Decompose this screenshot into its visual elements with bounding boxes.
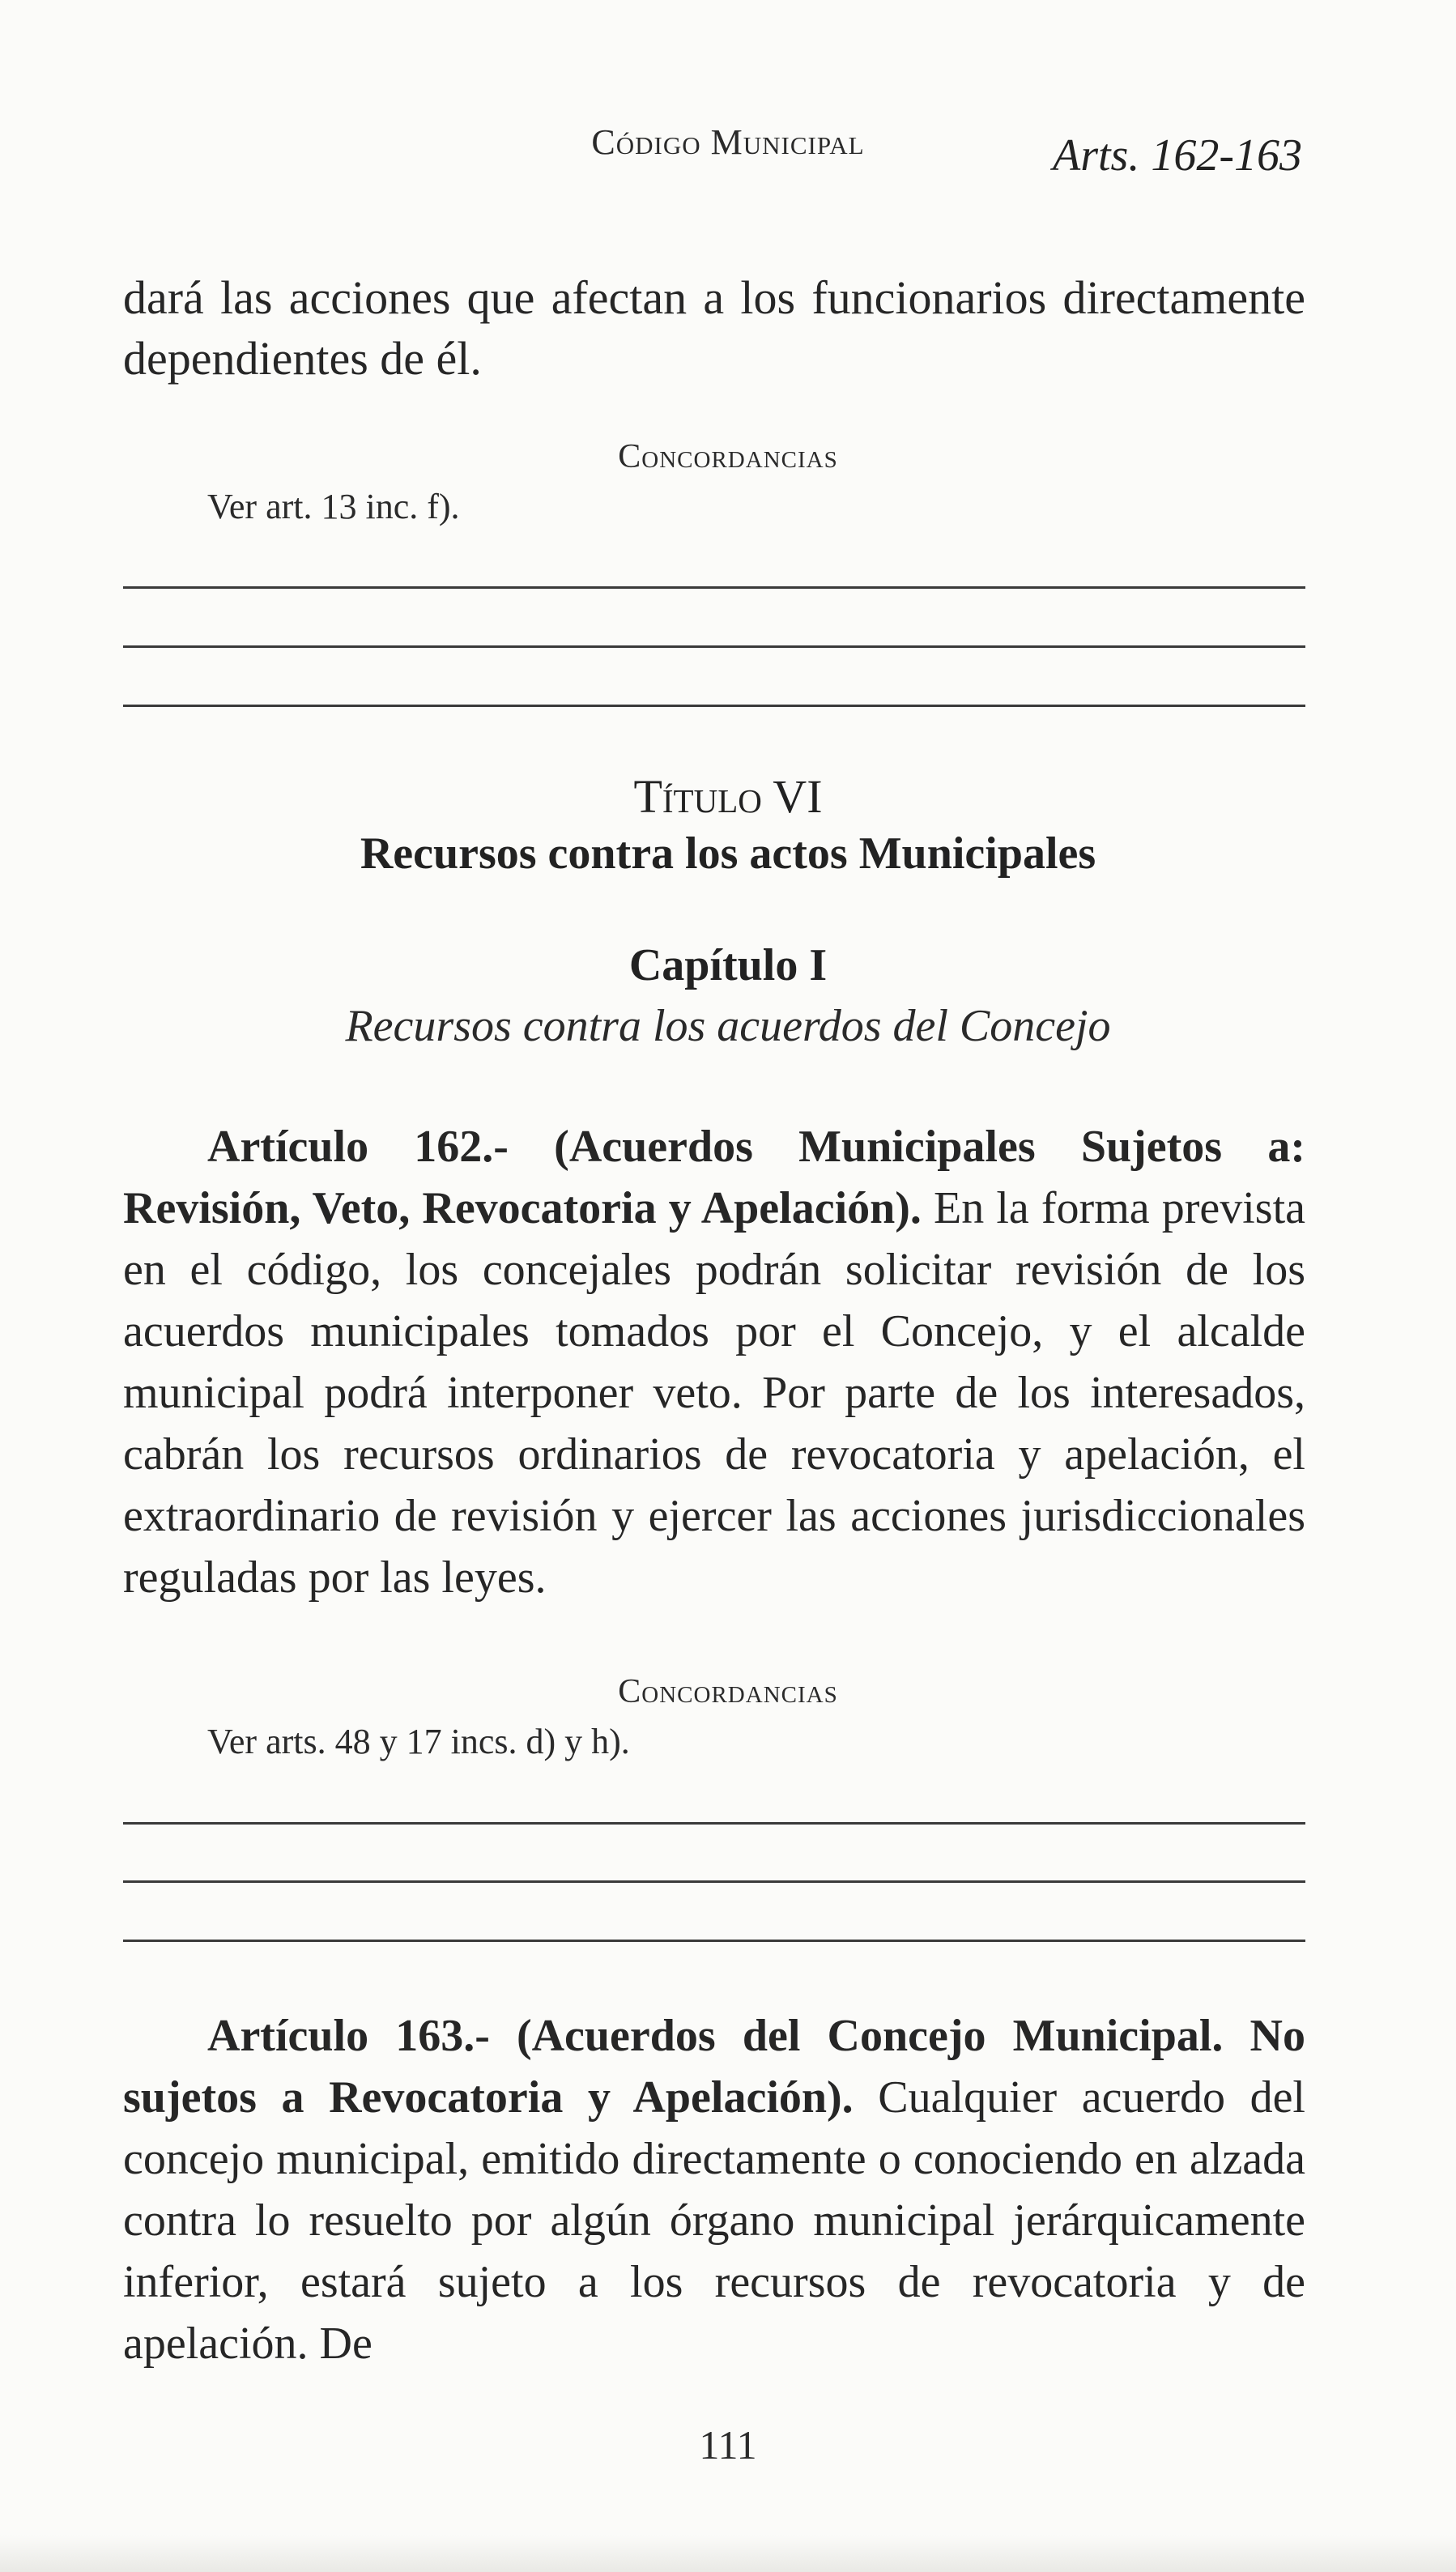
concordancias-heading-1: Concordancias [618,438,838,475]
divider-rule [123,1880,1305,1883]
divider-rule [123,1940,1305,1942]
divider-rule [123,645,1305,648]
page-number: 111 [699,2422,757,2468]
intro-text: dará las acciones que afectan a los funcionarios directamente dependientes de él. [123,271,1305,385]
capitulo-label: Capítulo I [628,940,828,990]
page-edge-shadow [0,2535,1456,2572]
article-163-title: Artículo 163.- (Acuerdos del Concejo Municipal. No sujetos a Revocatoria y Apelación). [123,2011,1305,2123]
divider-rule [123,1822,1305,1825]
titulo-subtitle: Recursos contra los actos Municipales [360,828,1096,879]
article-162 [123,1116,1305,1608]
article-162-title: Artículo 162.- (Acuerdos Municipales Sujetos a: Revisión, Veto, Revocatoria y Apelación). [123,1122,1305,1233]
divider-rule [123,586,1305,589]
concordancias-reference-1: Ver art. 13 inc. f). [207,487,460,526]
article-162-body: En la forma prevista en el código, los concejales podrán solicitar revisión de los acuerdos municipales tomados por el Concejo, y el alcalde municipal podrá interponer veto. Por parte de los interesados, cabrán los recursos ordinarios de revocatoria y apelación, el extraordinario de revisión y ejercer las acciones jurisdiccionales reguladas por las leyes. [123,1183,1305,1603]
concordancias-reference-2: Ver arts. 48 y 17 incs. d) y h). [207,1722,630,1761]
concordancias-heading-2: Concordancias [618,1673,838,1710]
running-title: Código Municipal [591,122,865,162]
article-163 [123,2005,1305,2374]
capitulo-subtitle: Recursos contra los acuerdos del Concejo [345,1001,1111,1051]
titulo-label: Título VI [633,770,823,823]
divider-rule [123,705,1305,707]
article-163-body: Cualquier acuerdo del concejo municipal, emitido directamente o conociendo en alzada contra lo resuelto por algún órgano municipal jerárquicamente inferior, estará sujeto a los recursos de revocatoria y de apelación. De [123,2072,1305,2369]
article-range: Arts. 162-163 [1053,130,1302,181]
